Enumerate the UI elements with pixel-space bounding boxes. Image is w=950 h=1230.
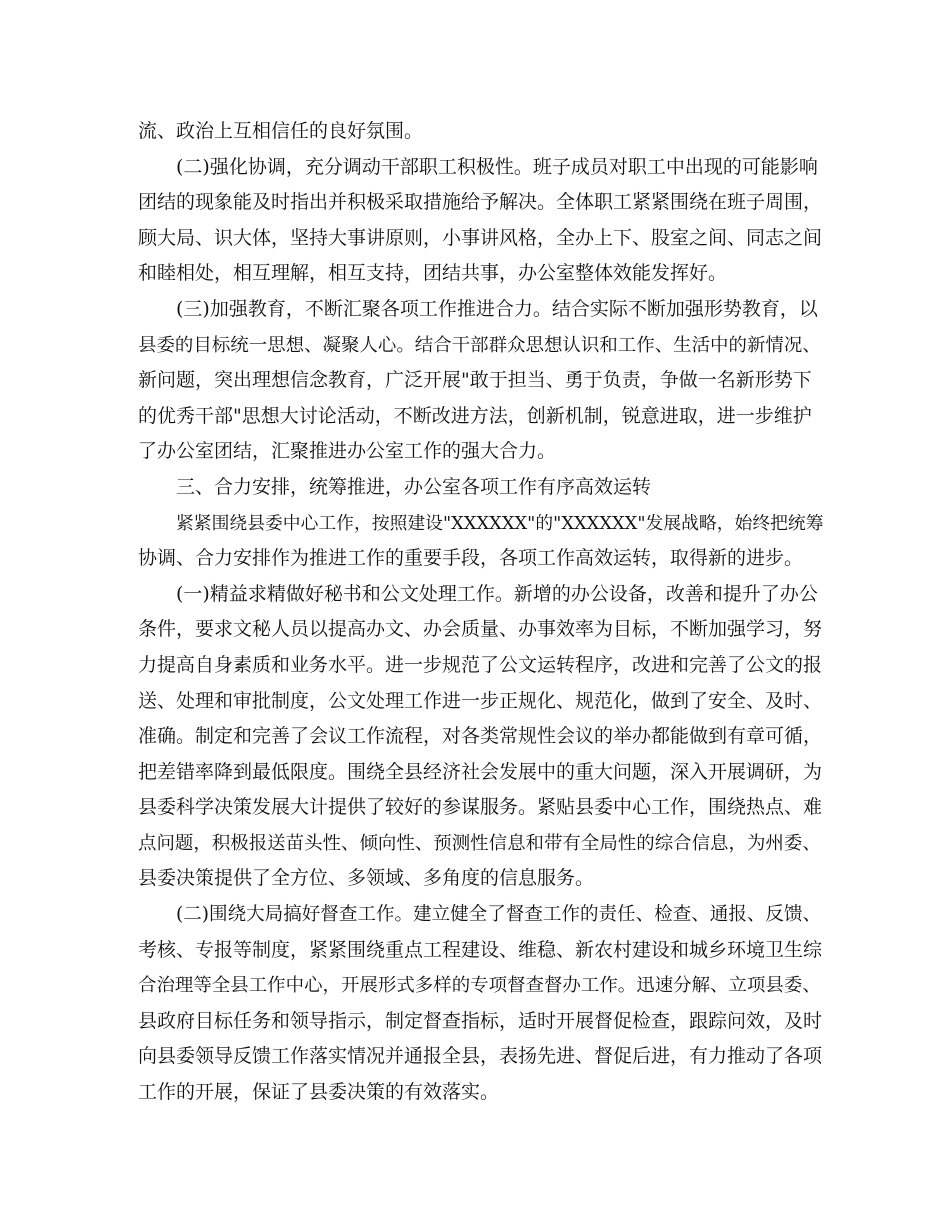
text-line: 新问题，突出理想信念教育，广泛开展"敢于担当、勇于负责，争做一名新形势下: [138, 369, 812, 392]
text-line: 县政府目标任务和领导指示，制定督查指标，适时开展督促检查，跟踪问效，及时: [138, 1009, 823, 1032]
text-line: 县委的目标统一思想、凝聚人心。结合干部群众思想认识和工作、生活中的新情况、: [138, 334, 821, 356]
text-line: 了办公室团结，汇聚推进办公室工作的强大合力。: [138, 440, 557, 463]
text-line: 合治理等全县工作中心，开展形式多样的专项督查督办工作。迅速分解、立项县委、: [138, 975, 821, 997]
text-line: (三)加强教育，不断汇聚各项工作推进合力。结合实际不断加强形势教育，以: [176, 297, 818, 320]
text-line: 把差错率降到最低限度。围绕全县经济社会发展中的重大问题，深入开展调研，为: [138, 760, 823, 783]
text-line: 团结的现象能及时指出并积极采取措施给予解决。全体职工紧紧围绕在班子周围，: [138, 191, 823, 214]
text-line: 和睦相处，相互理解，相互支持，团结共事，办公室整体效能发挥好。: [138, 262, 728, 285]
text-line: (二)围绕大局搞好督查工作。建立健全了督查工作的责任、检查、通报、反馈、: [176, 904, 822, 926]
text-line: 县委科学决策发展大计提供了较好的参谋服务。紧贴县委中心工作，围绕热点、难: [138, 796, 823, 819]
text-line: 流、政治上互相信任的良好氛围。: [138, 120, 424, 142]
text-line: 顾大局、识大体，坚持大事讲原则，小事讲风格，全办上下、股室之间、同志之间: [138, 226, 823, 249]
text-line: 条件，要求文秘人员以提高办文、办会质量、办事效率为目标，不断加强学习，努: [138, 618, 823, 641]
text-line: 准确。制定和完善了会议工作流程，对各类常规性会议的举办都能做到有章可循，: [138, 725, 823, 748]
text-line: 紧紧围绕县委中心工作，按照建设"XXXXXX"的"XXXXXX"发展战略，始终把统筹: [176, 512, 824, 534]
text-line: 力提高自身素质和业务水平。进一步规范了公文运转程序，改进和完善了公文的报: [138, 653, 823, 676]
text-line: (一)精益求精做好秘书和公文处理工作。新增的办公设备，改善和提升了办公: [176, 582, 818, 605]
document-body: [138, 114, 828, 1111]
text-line: 县委决策提供了全方位、多领域、多角度的信息服务。: [138, 867, 595, 890]
text-line: 工作的开展，保证了县委决策的有效落实。: [138, 1081, 500, 1104]
text-line: 三、合力安排，统筹推进，办公室各项工作有序高效运转: [176, 475, 652, 498]
text-line: 送、处理和审批制度，公文处理工作进一步正规化、规范化，做到了安全、及时、: [138, 689, 823, 712]
text-line: 向县委领导反馈工作落实情况并通报全县，表扬先进、督促后进，有力推动了各项: [138, 1045, 823, 1068]
text-line: 点问题，积极报送苗头性、倾向性、预测性信息和带有全局性的综合信息，为州委、: [138, 832, 821, 854]
text-line: 协调、合力安排作为推进工作的重要手段，各项工作高效运转，取得新的进步。: [138, 547, 804, 570]
text-line: 考核、专报等制度，紧紧围绕重点工程建设、维稳、新农村建设和城乡环境卫生综: [138, 938, 823, 961]
text-line: (二)强化协调，充分调动干部职工积极性。班子成员对职工中出现的可能影响: [176, 155, 818, 178]
text-line: 的优秀干部"思想大讨论活动，不断改进方法，创新机制，锐意进取，进一步维护: [138, 404, 812, 427]
